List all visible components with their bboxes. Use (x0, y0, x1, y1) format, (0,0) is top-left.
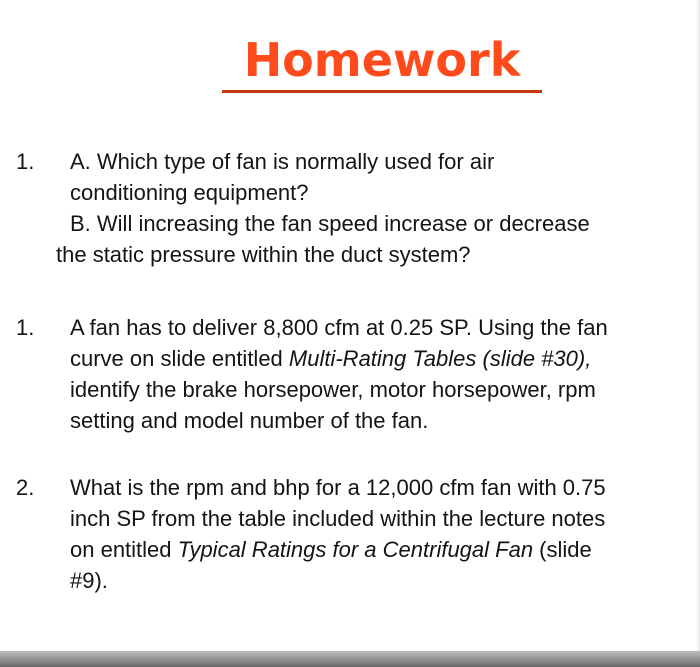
question-1-line-2: conditioning equipment? (70, 180, 309, 205)
question-2-line-3: identify the brake horsepower, motor horsepower, rpm (70, 377, 596, 402)
question-3-line-3 (70, 534, 680, 565)
title-underline (222, 90, 542, 93)
question-2-line-4: setting and model number of the fan. (70, 408, 429, 433)
question-2 (70, 312, 680, 436)
question-number-3: 2. (16, 475, 35, 500)
question-2-line-1: A fan has to deliver 8,800 cfm at 0.25 SP. Using the fan (70, 315, 608, 340)
question-2-line-2-text: curve on slide entitled (70, 346, 289, 371)
question-1 (56, 146, 666, 270)
question-3-line-2: inch SP from the table included within the lecture notes (70, 506, 606, 531)
question-3-line-3-suffix: (slide (533, 537, 592, 562)
slide-reference-typical-ratings: Typical Ratings for a Centrifugal Fan (177, 537, 534, 562)
question-1-line-3: B. Will increasing the fan speed increase or decrease (70, 211, 590, 236)
question-3 (70, 472, 680, 596)
question-3-line-4: #9). (70, 568, 108, 593)
bottom-bar (0, 651, 700, 667)
question-number-2: 1. (16, 315, 35, 340)
page-title: Homework (243, 33, 521, 87)
slide-reference-multi-rating: Multi-Rating Tables (slide #30), (288, 346, 592, 371)
question-2-line-2 (70, 343, 680, 374)
page-edge-shadow (696, 0, 700, 651)
question-number-1: 1. (16, 149, 35, 174)
question-3-line-1: What is the rpm and bhp for a 12,000 cfm fan with 0.75 (70, 475, 606, 500)
question-1-line-4: the static pressure within the duct system? (56, 242, 471, 267)
question-1-line-1: A. Which type of fan is normally used for air (70, 149, 495, 174)
question-3-line-3-prefix: on entitled (70, 537, 178, 562)
